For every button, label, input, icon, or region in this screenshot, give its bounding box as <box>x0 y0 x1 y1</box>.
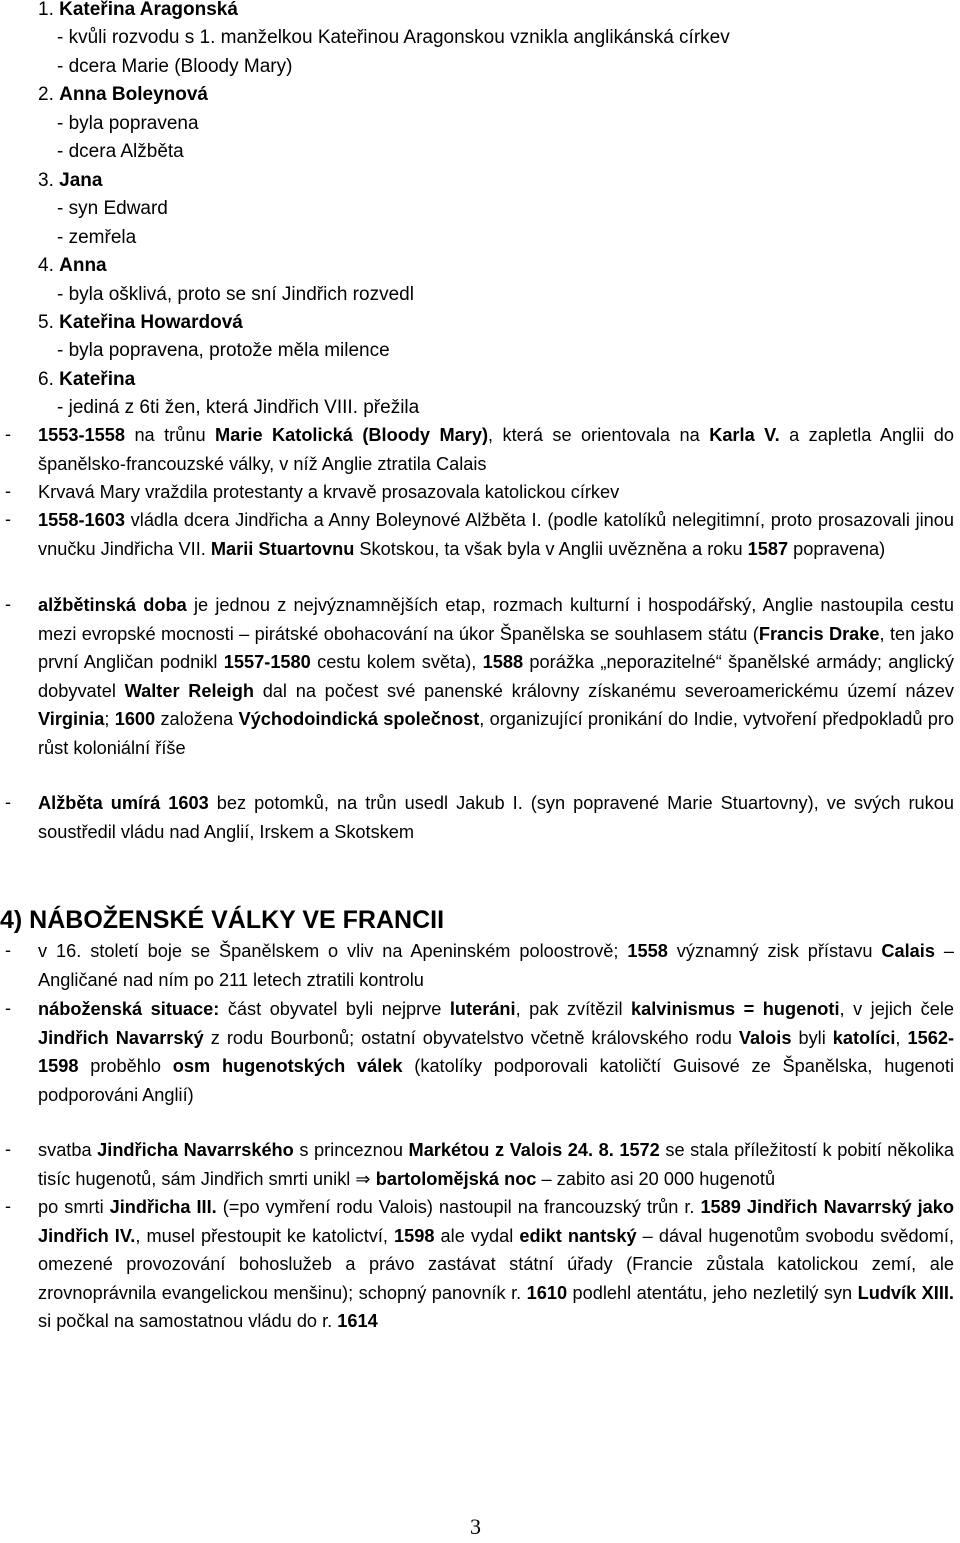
wife-heading <box>38 252 107 280</box>
bullet-paragraph <box>38 937 954 994</box>
text: významný zisk přístavu <box>667 941 882 961</box>
bold-text: 1598 <box>394 1225 435 1246</box>
wife-number: 4. <box>38 255 60 277</box>
bold-text: Calais <box>881 941 935 961</box>
wife-heading <box>38 81 208 109</box>
bold-text: Jindřicha III. <box>109 1197 217 1217</box>
bold-text: 1553-1558 <box>38 425 125 445</box>
wife-name: Kateřina <box>59 368 136 390</box>
text: založena <box>155 709 239 730</box>
text: (katolíky podporovali katoličtí Guisové ze Španělska, hugenoti podporováni Anglií) <box>38 1056 954 1105</box>
text: po smrti <box>38 1197 110 1217</box>
wife-name: Kateřina Howardová <box>59 311 243 333</box>
bold-text: 1600 <box>114 709 156 730</box>
wife-note: - kvůli rozvodu s 1. manželkou Kateřinou Aragonskou vznikla anglikánská církev <box>57 27 730 49</box>
text: , která se orientovala na <box>488 425 710 445</box>
bold-text: 1562-1598 <box>38 1027 955 1077</box>
wife-note: - byla popravena, protože měla milence <box>57 340 390 362</box>
bullet-dash: - <box>5 594 11 614</box>
text: část obyvatel byli nejprve <box>219 999 450 1019</box>
bold-text: Karla V. <box>709 425 780 445</box>
bullet-dash: - <box>5 1196 11 1216</box>
text: , ten jako první Angličan podnikl <box>38 623 955 673</box>
bold-text: Virginia <box>38 709 105 730</box>
wife-number: 5. <box>38 311 60 333</box>
text: , organizující pronikání do Indie, vytvoření předpokladů pro růst koloniální říše <box>38 709 954 758</box>
wife-note: - jediná z 6ti žen, která Jindřich VIII. přežila <box>57 397 420 419</box>
bullet-paragraph <box>38 1136 954 1193</box>
bullet-paragraph <box>38 478 954 507</box>
bold-text: Francis Drake <box>758 623 880 644</box>
bold-text: 1558 <box>627 941 668 961</box>
text: vládla dcera Jindřicha a Anny Boleynové Alžběta I. (podle katolíků nelegitimní, proto prosazovali jinou vnučku Jindřicha VII. <box>38 510 954 559</box>
bullet-paragraph <box>38 421 954 478</box>
wife-note: - syn Edward <box>57 198 168 220</box>
bullet-paragraph <box>38 591 954 763</box>
bold-text: Alžběta umírá 1603 <box>38 793 209 813</box>
bold-text: katolíci <box>832 1027 896 1048</box>
bold-text: 1610 <box>526 1282 568 1303</box>
text: na trůnu <box>124 425 216 445</box>
wife-number: 6. <box>38 368 60 390</box>
wife-name: Anna Boleynová <box>59 84 208 106</box>
bullet-dash: - <box>5 481 11 501</box>
bullet-dash: - <box>5 1139 11 1159</box>
bullet-paragraph <box>38 1193 954 1336</box>
wife-heading <box>38 167 102 195</box>
bold-text: Jindřich Navarrský <box>38 1027 204 1048</box>
text: podlehl atentátu, jeho nezletilý syn <box>567 1282 858 1303</box>
text: – zabito asi 20 000 hugenotů <box>536 1168 776 1189</box>
text: – dával hugenotům svobodu svědomí, omezené provozování bohoslužeb a právo zastávat státní úřady (Francie zůstala katolickou zemí, ale zrovnoprávnila evangelickou menšinu); schopný panovník r. <box>38 1225 954 1303</box>
wife-number: 1. <box>38 0 60 20</box>
bold-text: bartolomějská noc <box>375 1168 537 1189</box>
text: se stala příležitostí k pobití několika tisíc hugenotů, sám Jindřich smrti unikl <box>38 1140 954 1189</box>
bullet-dash: - <box>5 792 11 812</box>
wife-name: Kateřina Aragonská <box>59 0 238 20</box>
text: je jednou z nejvýznamnějších etap, rozmach kulturní i hospodářský, Anglie nastoupila cestu mezi evropské mocnosti – pirátské obohacování na úkor Španělska se souhlasem státu ( <box>38 595 954 644</box>
bullet-paragraph <box>38 789 954 846</box>
bold-text: kalvinismus = hugenoti <box>631 999 840 1019</box>
bold-text: Ludvík XIII. <box>857 1282 954 1303</box>
bold-text: 1589 Jindřich Navarrský jako Jindřich IV. <box>38 1197 955 1246</box>
text: porážka „neporazitelné“ španělské armády; anglický dobyvatel <box>38 652 955 701</box>
text: popravena) <box>788 538 886 559</box>
wife-note: - dcera Marie (Bloody Mary) <box>57 55 293 77</box>
text: ; <box>104 709 115 730</box>
text: byli <box>791 1027 833 1048</box>
wife-heading <box>38 0 238 24</box>
bold-text: osm hugenotských válek <box>172 1056 403 1077</box>
bullet-paragraph <box>38 506 954 563</box>
bold-text: náboženská situace: <box>38 999 220 1019</box>
text: ale vydal <box>434 1225 520 1246</box>
page-number: 3 <box>470 1514 481 1539</box>
text: Skotskou, ta však byla v Anglii uvězněna a roku <box>354 538 748 559</box>
text: (=po vymření rodu Valois) nastoupil na francouzský trůn r. <box>216 1197 701 1217</box>
text: , v jejich čele <box>839 999 954 1019</box>
bullet-dash: - <box>5 509 11 529</box>
bold-text: 1557-1580 <box>223 652 311 673</box>
text: si počkal na samostatnou vládu do r. <box>38 1311 338 1332</box>
bold-text: Jindřicha Navarrského <box>97 1140 294 1160</box>
text: – Angličané nad ním po 211 letech ztratili kontrolu <box>38 941 954 990</box>
wife-number: 2. <box>38 84 60 106</box>
bold-text: 1587 <box>747 538 789 559</box>
bold-text: Marie Katolická (Bloody Mary) <box>215 425 488 445</box>
text: , <box>895 1027 908 1048</box>
bold-text: Marii Stuartovnu <box>210 538 355 559</box>
bullet-dash: - <box>5 940 11 960</box>
bold-text: Valois <box>738 1027 792 1048</box>
bold-text: Markétou z Valois 24. 8. 1572 <box>408 1140 660 1160</box>
wife-heading <box>38 309 243 337</box>
wife-heading <box>38 366 135 394</box>
text: proběhlo <box>78 1056 173 1077</box>
wife-note: - dcera Alžběta <box>57 141 184 163</box>
bold-text: 1588 <box>482 652 524 673</box>
bold-text: alžbětinská doba <box>38 595 187 615</box>
text: cestu kolem světa), <box>310 652 483 673</box>
text: , pak zvítězil <box>515 999 632 1019</box>
text: a zapletla Anglii do španělsko-francouzské války, v níž Anglie ztratila Calais <box>38 425 954 474</box>
bold-text: luteráni <box>449 999 516 1019</box>
text: z rodu Bourbonů; ostatní obyvatelstvo včetně královského rodu <box>203 1027 739 1048</box>
bold-text: edikt nantský <box>519 1225 637 1246</box>
text: v 16. století boje se Španělskem o vliv na Apeninském poloostrově; <box>38 941 628 961</box>
text: Krvavá Mary vraždila protestanty a krvavě prosazovala katolickou církev <box>38 482 620 502</box>
text: bez potomků, na trůn usedl Jakub I. (syn popravené Marie Stuartovny), ve svých rukou soustředil vládu nad Anglií, Irskem a Skotskem <box>38 793 954 842</box>
wife-note: - byla ošklivá, proto se sní Jindřich rozvedl <box>57 283 414 305</box>
bullet-dash: - <box>5 424 11 444</box>
text: dal na počest své panenské královny získanému severoamerickému území název <box>253 680 954 701</box>
bold-text: 1614 <box>337 1311 378 1332</box>
text: , musel přestoupit ke katolictví, <box>135 1225 395 1246</box>
bold-text: Východoindická společnost <box>238 709 480 730</box>
wife-note: - byla popravena <box>57 112 199 134</box>
bold-text: Walter Releigh <box>124 680 254 701</box>
bold-text: 1558-1603 <box>38 510 125 530</box>
wife-note: - zemřela <box>57 226 137 248</box>
section-heading: 4) NÁBOŽENSKÉ VÁLKY VE FRANCII <box>0 906 445 934</box>
arrow-icon: ⇒ <box>355 1168 371 1189</box>
text: svatba <box>38 1140 98 1160</box>
wife-number: 3. <box>38 169 60 191</box>
text: s princeznou <box>293 1140 409 1160</box>
bullet-paragraph <box>38 995 954 1109</box>
bullet-dash: - <box>5 998 11 1018</box>
wife-name: Jana <box>59 169 103 191</box>
wife-name: Anna <box>59 255 107 277</box>
